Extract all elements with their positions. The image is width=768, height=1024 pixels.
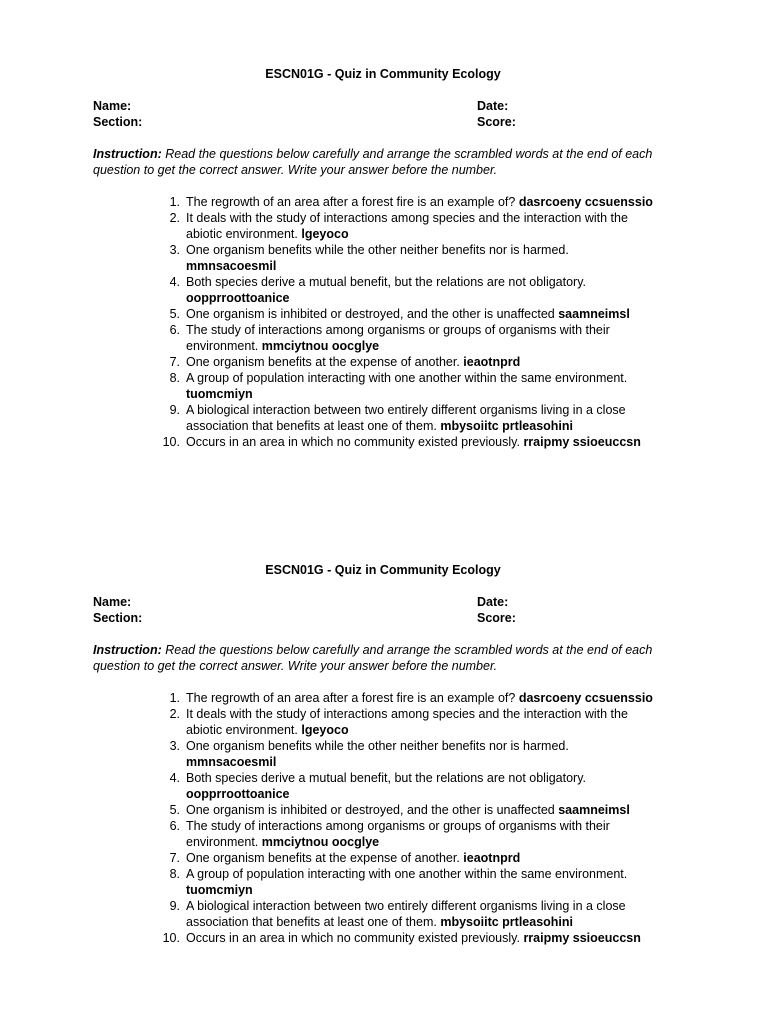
question-text: A biological interaction between two entirely different organisms living in a close association that benefits at least one of them. [186, 899, 626, 929]
question-number: 4. [169, 771, 180, 785]
question-item [0, 242, 666, 274]
scrambled-word: dasrcoeny ccsuenssio [518, 691, 653, 705]
scrambled-word: dasrcoeny ccsuenssio [518, 195, 653, 209]
question-item [0, 690, 666, 706]
question-item [0, 930, 666, 946]
question-item [0, 402, 666, 434]
section-label: Section: [93, 611, 143, 625]
question-text: One organism benefits while the other neither benefits nor is harmed. [186, 243, 569, 257]
scrambled-word: oopprroottoanice [186, 291, 290, 305]
scrambled-word: mbysoiitc prtleasohini [440, 419, 574, 433]
question-number: 9. [169, 403, 180, 417]
question-number: 8. [169, 867, 180, 881]
question-item [0, 354, 666, 370]
score-label: Score: [477, 115, 516, 129]
question-number: 7. [169, 851, 180, 865]
date-label: Date: [477, 99, 509, 113]
scrambled-word: saamneimsl [558, 803, 630, 817]
scrambled-word: lgeyoco [301, 723, 349, 737]
scrambled-word: tuomcmiyn [186, 387, 253, 401]
header-fields [0, 594, 768, 626]
instruction-label: Instruction: [93, 643, 162, 657]
question-text: Occurs in an area in which no community existed previously. [186, 435, 520, 449]
question-number: 1. [169, 691, 180, 705]
name-label: Name: [93, 595, 132, 609]
date-label: Date: [477, 595, 509, 609]
scrambled-word: rraipmy ssioeuccsn [523, 931, 641, 945]
scrambled-word: tuomcmiyn [186, 883, 253, 897]
question-text: The study of interactions among organisms or groups of organisms with their environment. [186, 819, 610, 849]
question-text: One organism is inhibited or destroyed, and the other is unaffected [186, 803, 555, 817]
scrambled-word: ieaotnprd [463, 355, 521, 369]
scrambled-word: mmnsacoesmil [186, 259, 277, 273]
question-item [0, 210, 666, 242]
scrambled-word: mmciytnou oocglye [261, 339, 380, 353]
question-item [0, 738, 666, 770]
instruction-text: Read the questions below carefully and arrange the scrambled words at the end of each question to get the correct answer. Write your answer before the number. [93, 147, 653, 177]
question-item [0, 434, 666, 450]
question-number: 5. [169, 307, 180, 321]
scrambled-word: saamneimsl [558, 307, 630, 321]
question-text: A group of population interacting with one another within the same environment. [186, 371, 628, 385]
question-text: A biological interaction between two entirely different organisms living in a close association that benefits at least one of them. [186, 403, 626, 433]
question-text: A group of population interacting with one another within the same environment. [186, 867, 628, 881]
question-text: One organism benefits at the expense of another. [186, 851, 460, 865]
question-text: One organism benefits while the other neither benefits nor is harmed. [186, 739, 569, 753]
question-number: 1. [169, 195, 180, 209]
scrambled-word: lgeyoco [301, 227, 349, 241]
question-number: 7. [169, 355, 180, 369]
question-number: 2. [169, 211, 180, 225]
score-label: Score: [477, 611, 516, 625]
question-number: 10. [162, 931, 180, 945]
quiz-title: ESCN01G - Quiz in Community Ecology [265, 563, 501, 577]
instruction-paragraph [93, 146, 693, 178]
instruction-paragraph [93, 642, 693, 674]
question-item [0, 770, 666, 802]
question-list [0, 690, 768, 946]
question-item [0, 194, 666, 210]
question-number: 10. [162, 435, 180, 449]
instruction-text: Read the questions below carefully and arrange the scrambled words at the end of each question to get the correct answer. Write your answer before the number. [93, 643, 653, 673]
scrambled-word: mbysoiitc prtleasohini [440, 915, 574, 929]
question-item [0, 898, 666, 930]
question-number: 9. [169, 899, 180, 913]
question-number: 5. [169, 803, 180, 817]
scrambled-word: mmciytnou oocglye [261, 835, 380, 849]
section-label: Section: [93, 115, 143, 129]
instruction-label: Instruction: [93, 147, 162, 161]
question-item [0, 306, 666, 322]
question-item [0, 370, 666, 402]
question-item [0, 818, 666, 850]
question-text: One organism is inhibited or destroyed, and the other is unaffected [186, 307, 555, 321]
question-text: One organism benefits at the expense of another. [186, 355, 460, 369]
question-text: It deals with the study of interactions among species and the interaction with the abiotic environment. [186, 211, 628, 241]
scrambled-word: ieaotnprd [463, 851, 521, 865]
scrambled-word: rraipmy ssioeuccsn [523, 435, 641, 449]
question-text: Both species derive a mutual benefit, but the relations are not obligatory. [186, 275, 587, 289]
name-label: Name: [93, 99, 132, 113]
question-number: 6. [169, 323, 180, 337]
question-number: 3. [169, 243, 180, 257]
question-number: 6. [169, 819, 180, 833]
question-number: 2. [169, 707, 180, 721]
question-number: 3. [169, 739, 180, 753]
question-item [0, 274, 666, 306]
scrambled-word: mmnsacoesmil [186, 755, 277, 769]
header-fields [0, 98, 768, 130]
scrambled-word: oopprroottoanice [186, 787, 290, 801]
question-text: The regrowth of an area after a forest fire is an example of? [186, 195, 516, 209]
question-item [0, 706, 666, 738]
question-text: Both species derive a mutual benefit, but the relations are not obligatory. [186, 771, 587, 785]
question-number: 8. [169, 371, 180, 385]
question-text: Occurs in an area in which no community existed previously. [186, 931, 520, 945]
question-text: It deals with the study of interactions among species and the interaction with the abiotic environment. [186, 707, 628, 737]
question-item [0, 866, 666, 898]
question-text: The study of interactions among organisms or groups of organisms with their environment. [186, 323, 610, 353]
question-number: 4. [169, 275, 180, 289]
quiz-sheet-top [0, 66, 768, 450]
question-list [0, 194, 768, 450]
question-item [0, 322, 666, 354]
quiz-title: ESCN01G - Quiz in Community Ecology [265, 67, 501, 81]
question-text: The regrowth of an area after a forest fire is an example of? [186, 691, 516, 705]
question-item [0, 802, 666, 818]
quiz-sheet-bottom [0, 562, 768, 946]
question-item [0, 850, 666, 866]
